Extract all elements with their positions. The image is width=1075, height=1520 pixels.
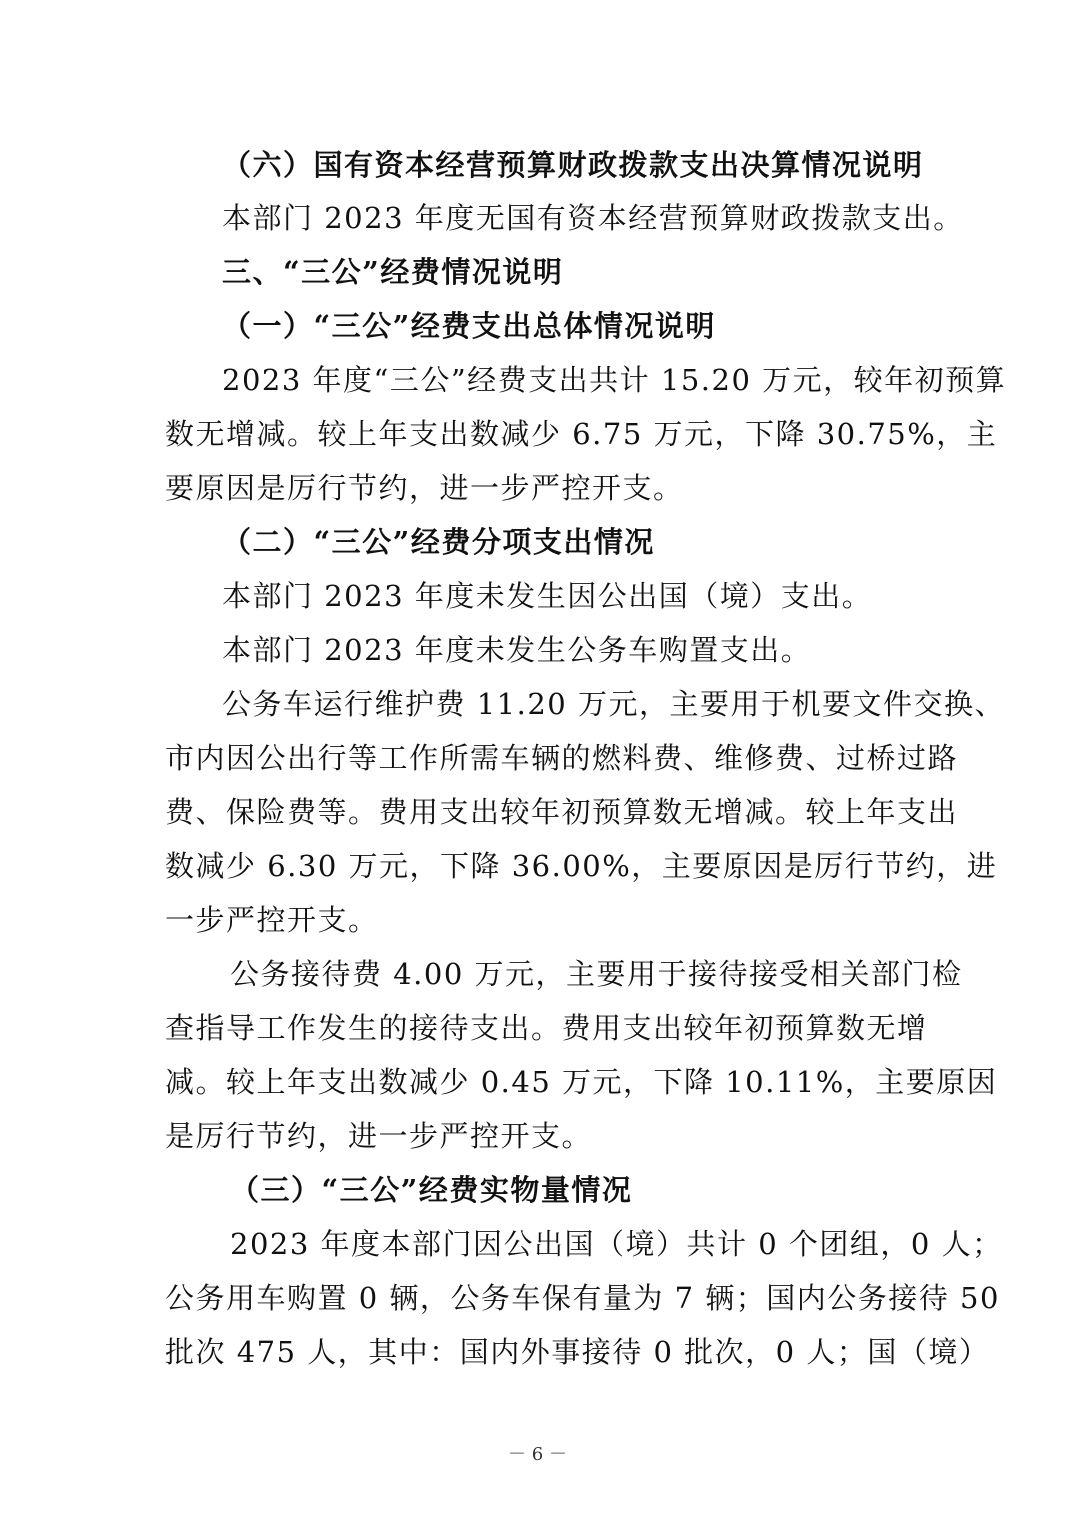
paragraph-line: 减。较上年支出数减少 0.45 万元，下降 10.11%，主要原因 <box>165 1065 998 1099</box>
paragraph-line: 本部门 2023 年度未发生公务车购置支出。 <box>222 633 812 667</box>
paragraph-line: 查指导工作发生的接待支出。费用支出较年初预算数无增 <box>165 1011 928 1045</box>
paragraph-line: 数减少 6.30 万元，下降 36.00%，主要原因是厉行节约，进 <box>165 849 998 883</box>
paragraph-line: 数无增减。较上年支出数减少 6.75 万元，下降 30.75%，主 <box>165 417 998 451</box>
paragraph-line: 市内因公出行等工作所需车辆的燃料费、维修费、过桥过路 <box>165 741 959 775</box>
section-heading-6: （六）国有资本经营预算财政拨款支出决算情况说明 <box>222 148 924 182</box>
section-heading-3-3: （三）“三公”经费实物量情况 <box>230 1173 633 1207</box>
section-heading-3-1: （一）“三公”经费支出总体情况说明 <box>222 309 716 343</box>
paragraph-line: 本部门 2023 年度无国有资本经营预算财政拨款支出。 <box>222 201 964 235</box>
section-heading-3-2: （二）“三公”经费分项支出情况 <box>222 525 655 559</box>
page-number: － 6 － <box>508 1444 567 1465</box>
paragraph-line: 公务车运行维护费 11.20 万元，主要用于机要文件交换、 <box>222 687 1005 721</box>
paragraph-line: 本部门 2023 年度未发生因公出国（境）支出。 <box>222 579 873 613</box>
paragraph-line: 批次 475 人，其中：国内外事接待 0 批次，0 人；国（境） <box>165 1335 990 1369</box>
paragraph-line: 2023 年度“三公”经费支出共计 15.20 万元，较年初预算 <box>222 363 1007 397</box>
paragraph-line: 公务接待费 4.00 万元，主要用于接待接受相关部门检 <box>230 957 963 991</box>
paragraph-line: 是厉行节约，进一步严控开支。 <box>165 1119 593 1153</box>
paragraph-line: 要原因是厉行节约，进一步严控开支。 <box>165 471 684 505</box>
paragraph-line: 公务用车购置 0 辆，公务车保有量为 7 辆；国内公务接待 50 <box>165 1281 1000 1315</box>
paragraph-line: 2023 年度本部门因公出国（境）共计 0 个团组，0 人； <box>230 1227 1003 1261</box>
section-heading-3: 三、“三公”经费情况说明 <box>222 255 564 289</box>
paragraph-line: 费、保险费等。费用支出较年初预算数无增减。较上年支出 <box>165 795 959 829</box>
paragraph-line: 一步严控开支。 <box>165 903 379 937</box>
